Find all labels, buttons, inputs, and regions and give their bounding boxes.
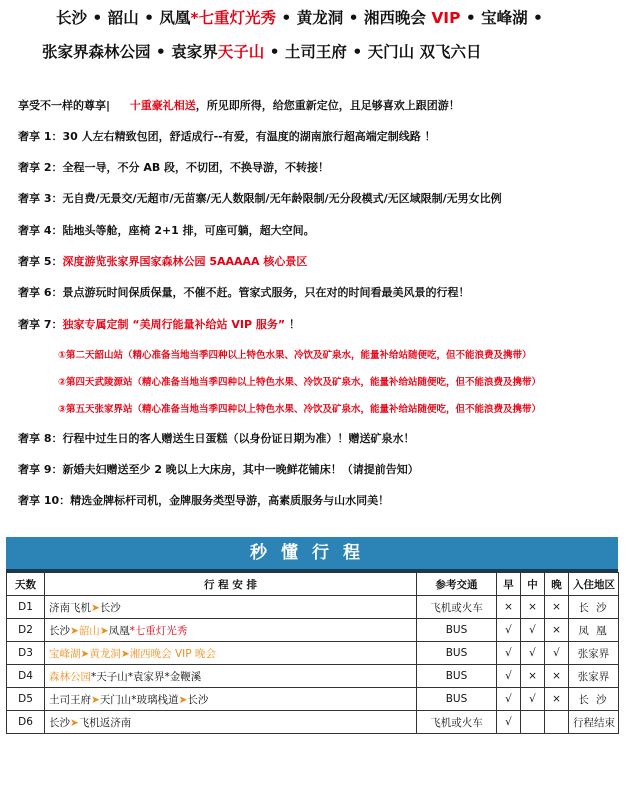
plan-segment: ➤ — [80, 647, 90, 660]
cell-plan — [45, 642, 417, 665]
header-stay: 入住地区 — [569, 573, 619, 596]
title-segment: • 宝峰湖 • — [460, 9, 543, 27]
cell-stay: 长 沙 — [569, 596, 619, 619]
privilege-label: 奢享 3： — [18, 192, 63, 205]
cell-transport: BUS — [417, 688, 497, 711]
plan-segment: ➤ — [120, 647, 130, 660]
cell-lunch — [521, 711, 545, 734]
privilege-label: 奢享 2： — [18, 161, 63, 174]
cell-stay: 凤 凰 — [569, 619, 619, 642]
privilege-text: 陆地头等舱，座椅 2+1 排，可座可躺，超大空间。 — [62, 224, 315, 237]
cell-breakfast: √ — [497, 619, 521, 642]
privilege-item — [18, 159, 329, 175]
privilege-item — [18, 461, 419, 477]
cell-breakfast: √ — [497, 642, 521, 665]
plan-segment: 宝峰湖 — [49, 647, 81, 660]
table-row — [7, 619, 619, 642]
plan-segment: 济南飞机 — [49, 601, 91, 614]
privilege-text: 新婚夫妇赠送至少 2 晚以上大床房，其中一晚鲜花铺床！（请提前告知） — [62, 463, 419, 476]
privilege-item — [18, 284, 469, 300]
header-lunch: 中 — [521, 573, 545, 596]
cell-plan — [45, 688, 417, 711]
title-line-1 — [56, 6, 626, 28]
cell-dinner — [545, 711, 569, 734]
energy-station-item: ②第四天武陵源站（精心准备当地当季四种以上特色水果、冷饮及矿泉水，能量补给站随便吃，但不能浪费及携带） — [58, 377, 542, 388]
cell-stay: 张家界 — [569, 642, 619, 665]
title-segment: • 土司王府 • 天门山 双飞六日 — [264, 43, 482, 61]
intro-rest: ，所见即所得，给您重新定位，且足够喜欢上跟团游！ — [195, 99, 460, 112]
privilege-label: 奢享 7： — [18, 318, 63, 331]
header-day: 天数 — [7, 573, 45, 596]
title-segment: 张家界森林公园 • 袁家界 — [42, 43, 218, 61]
plan-segment: 黄龙洞 — [89, 647, 121, 660]
privilege-text: 景点游玩时间保质保量，不催不赶。管家式服务，只在对的时间看最美风景的行程！ — [62, 286, 470, 299]
cell-lunch: √ — [521, 619, 545, 642]
plan-segment: 湘西晚会 VIP 晚会 — [129, 647, 216, 660]
privilege-item — [18, 316, 300, 332]
cell-day: D6 — [7, 711, 45, 734]
header-transport: 参考交通 — [417, 573, 497, 596]
cell-plan — [45, 596, 417, 619]
cell-lunch: × — [521, 665, 545, 688]
cell-transport: 飞机或火车 — [417, 596, 497, 619]
cell-dinner: √ — [545, 642, 569, 665]
privilege-text: 行程中过生日的客人赠送生日蛋糕（以身份证日期为准）！赠送矿泉水！ — [62, 432, 415, 445]
privilege-text: 全程一导，不分 AB 段，不切团，不换导游，不转接！ — [62, 161, 330, 174]
cell-stay: 张家界 — [569, 665, 619, 688]
plan-segment: 飞机返济南 — [78, 716, 132, 729]
privilege-label: 奢享 6： — [18, 286, 63, 299]
privilege-label: 奢享 10： — [18, 494, 71, 507]
title-segment: 长沙 • 韶山 • 凤凰 — [56, 9, 191, 27]
energy-station-item: ③第五天张家界站（精心准备当地当季四种以上特色水果、冷饮及矿泉水，能量补给站随便吃，但不能浪费及携带） — [58, 404, 542, 415]
table-row — [7, 711, 619, 734]
cell-day: D2 — [7, 619, 45, 642]
privilege-text: 深度游览张家界国家森林公园 5AAAAA 核心景区 — [62, 255, 308, 268]
cell-breakfast: √ — [497, 665, 521, 688]
cell-dinner: × — [545, 665, 569, 688]
cell-transport: BUS — [417, 665, 497, 688]
cell-plan — [45, 619, 417, 642]
title-segment: 天子山 — [217, 43, 265, 61]
privilege-item — [18, 190, 502, 206]
table-row — [7, 596, 619, 619]
cell-stay: 行程结束 — [569, 711, 619, 734]
header-plan: 行 程 安 排 — [45, 573, 417, 596]
privilege-label: 奢享 5： — [18, 255, 63, 268]
privilege-item — [18, 128, 436, 144]
intro-label: 享受不一样的尊享| — [18, 99, 111, 112]
cell-plan — [45, 665, 417, 688]
privilege-item — [18, 492, 389, 508]
title-segment: *七重灯光秀 — [190, 9, 277, 27]
itinerary-table-section — [6, 537, 618, 734]
energy-station-item: ①第二天韶山站（精心准备当地当季四种以上特色水果、冷饮及矿泉水，能量补给站随便吃，但不能浪费及携带） — [58, 350, 532, 361]
cell-lunch: √ — [521, 688, 545, 711]
privilege-text: 精选金牌标杆司机，金牌服务类型导游，高素质服务与山水同美！ — [70, 494, 390, 507]
privilege-item — [18, 222, 315, 238]
privilege-item — [18, 430, 414, 446]
plan-segment: 长沙 — [187, 693, 209, 706]
cell-breakfast: √ — [497, 688, 521, 711]
cell-stay: 长 沙 — [569, 688, 619, 711]
cell-transport: 飞机或火车 — [417, 711, 497, 734]
cell-transport: BUS — [417, 642, 497, 665]
cell-dinner: × — [545, 688, 569, 711]
plan-segment: 凤凰 — [108, 624, 130, 637]
plan-segment: *七重灯光秀 — [129, 624, 188, 637]
plan-segment: ➤ — [178, 693, 188, 706]
plan-segment: 土司王府 — [49, 693, 91, 706]
cell-breakfast: √ — [497, 711, 521, 734]
plan-segment: ➤ — [70, 624, 79, 637]
privilege-label: 奢享 1： — [18, 130, 63, 143]
plan-segment: *天子山*袁家界*金鞭溪 — [91, 670, 202, 683]
header-breakfast: 早 — [497, 573, 521, 596]
plan-segment: 长沙 — [49, 716, 70, 729]
plan-segment: 森林公园 — [49, 670, 91, 683]
table-header-row — [7, 573, 619, 596]
cell-plan — [45, 711, 417, 734]
cell-day: D3 — [7, 642, 45, 665]
itinerary-table — [6, 572, 619, 734]
privilege-text: 无自费/无景交/无超市/无苗寨/无人数限制/无年龄限制/无分段模式/无区域限制/无男女比例 — [62, 192, 502, 205]
cell-day: D4 — [7, 665, 45, 688]
privilege-tail: ！ — [285, 318, 300, 331]
plan-segment: ➤ — [91, 601, 100, 614]
title-segment: VIP — [431, 9, 461, 27]
privilege-item — [18, 253, 307, 269]
table-row — [7, 665, 619, 688]
table-row — [7, 642, 619, 665]
cell-dinner: × — [545, 619, 569, 642]
plan-segment: 韶山 — [78, 624, 100, 637]
cell-transport: BUS — [417, 619, 497, 642]
cell-day: D5 — [7, 688, 45, 711]
privilege-text: 30 人左右精致包团，舒适成行--有爱，有温度的湖南旅行超高端定制线路 ！ — [62, 130, 436, 143]
plan-segment: ➤ — [70, 716, 79, 729]
title-segment: • 黄龙洞 • 湘西晚会 — [276, 9, 432, 27]
privilege-text: 独家专属定制 “美周行能量补给站 VIP 服务” — [62, 318, 286, 331]
cell-lunch: × — [521, 596, 545, 619]
plan-segment: 天门山*玻璃栈道 — [99, 693, 179, 706]
intro-highlight: 十重豪礼相送 — [129, 99, 196, 112]
plan-segment: 长沙 — [99, 601, 121, 614]
cell-lunch: √ — [521, 642, 545, 665]
cell-dinner: × — [545, 596, 569, 619]
plan-segment: ➤ — [91, 693, 100, 706]
intro-line — [18, 97, 460, 113]
title-line-2 — [42, 40, 626, 62]
plan-segment: 长沙 — [49, 624, 70, 637]
cell-breakfast: × — [497, 596, 521, 619]
privilege-label: 奢享 8： — [18, 432, 63, 445]
privilege-label: 奢享 4： — [18, 224, 63, 237]
plan-segment: ➤ — [99, 624, 109, 637]
table-row — [7, 688, 619, 711]
header-dinner: 晚 — [545, 573, 569, 596]
cell-day: D1 — [7, 596, 45, 619]
itinerary-heading: 秒懂行程 — [6, 537, 618, 572]
privilege-label: 奢享 9： — [18, 463, 63, 476]
